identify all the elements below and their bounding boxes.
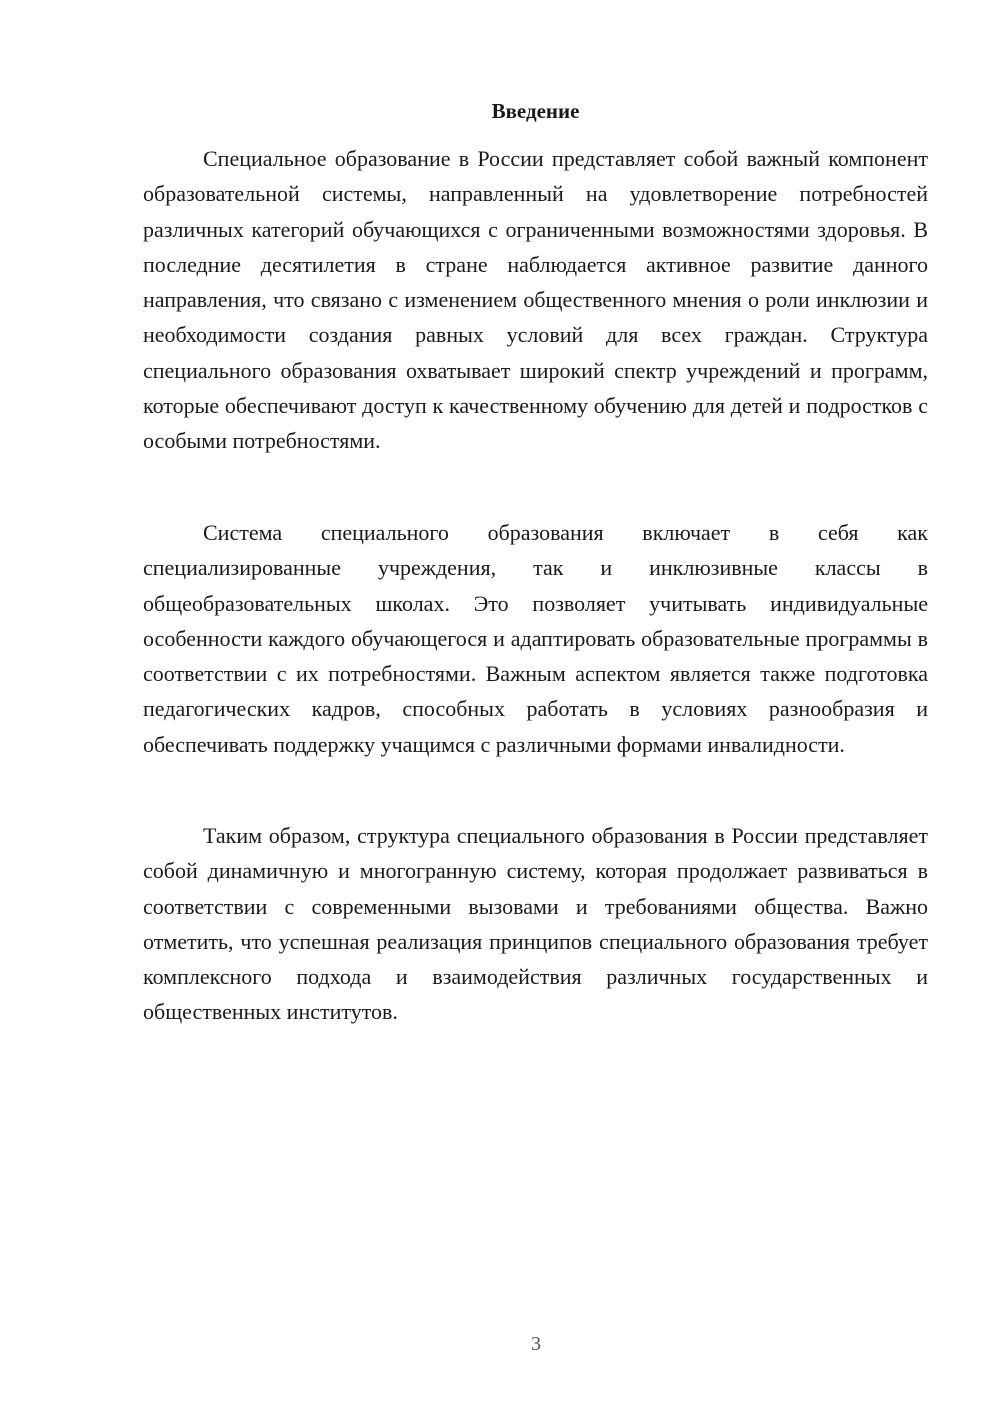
page-title: Введение (491, 99, 580, 123)
paragraph-2: Система специального образования включает в себя как специализированные учреждения, так и инклюзивные классы в общеобразовательных школах. Это позволяет учитывать индивидуальные особенности каждого обучающегося и адаптировать образовательные программы в соответствии с их потребностями. Важным аспектом является также подготовка педагогических кадров, способных работать в условиях разнообразия и обеспечивать поддержку учащимся с различными формами инвалидности. (143, 520, 928, 757)
paragraph-3: Таким образом, структура специального образования в России представляет собой динамичную и многогранную систему, которая продолжает развиваться в соответствии с современными вызовами и требованиями общества. Важно отметить, что успешная реализация принципов специального образования требует комплексного подхода и взаимодействия различных государственных и общественных институтов. (143, 823, 928, 1025)
page-number: 3 (531, 1333, 541, 1355)
paragraph-1: Специальное образование в России представляет собой важный компонент образовательной системы, направленный на удовлетворение потребностей различных категорий обучающихся с ограниченными возможностями здоровья. В последние десятилетия в стране наблюдается активное развитие данного направления, что связано с изменением общественного мнения о роли инклюзии и необходимости создания равных условий для всех граждан. Структура специального образования охватывает широкий спектр учреждений и программ, которые обеспечивают доступ к качественному обучению для детей и подростков с особыми потребностями. (143, 146, 928, 454)
